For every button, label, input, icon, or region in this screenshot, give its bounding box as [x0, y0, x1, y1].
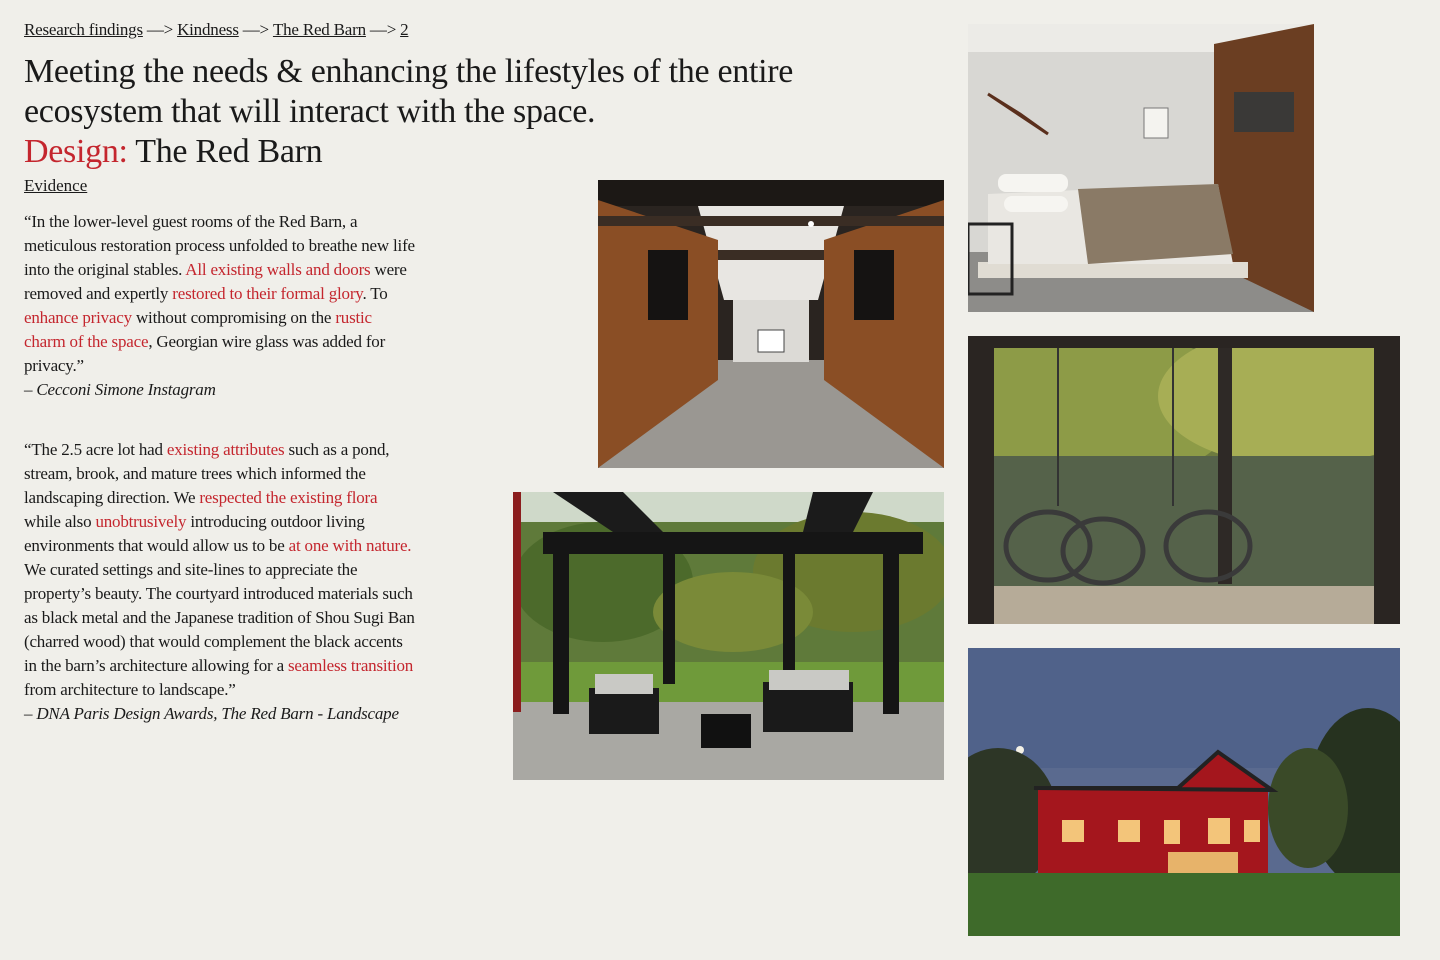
quote-text: . To: [362, 284, 388, 303]
evidence-link[interactable]: Evidence: [24, 176, 88, 195]
title-statement: Meeting the needs & enhancing the lifestyles of the entire ecosystem that will interact with the space.: [24, 53, 794, 130]
design-label: Design:: [24, 133, 128, 170]
page-title: [24, 52, 904, 172]
breadcrumb: [24, 20, 408, 40]
quote-text: from architecture to landscape.”: [24, 680, 236, 699]
photo-guest-bedroom: [968, 24, 1314, 312]
quote-highlight: rustic charm of the space: [24, 308, 372, 351]
design-name: The Red Barn: [135, 133, 323, 170]
photo-courtyard-pergola: [513, 492, 944, 780]
breadcrumb-link-research-findings[interactable]: Research findings: [24, 20, 143, 39]
quote-text: , Georgian wire glass was added for privacy.”: [24, 332, 386, 375]
quote-text: were removed and expertly: [24, 260, 407, 303]
breadcrumb-separator: —>: [146, 20, 174, 39]
photo-stable-hallway: [598, 180, 944, 468]
design-line: [24, 132, 904, 172]
quote-text: “The 2.5 acre lot had: [24, 440, 167, 459]
quote-source: – DNA Paris Design Awards, The Red Barn - Landscape: [24, 704, 399, 723]
quote-text: We curated settings and site-lines to appreciate the property’s beauty. The courtyard introduced materials such as black metal and the Japanese tradition of Shou Sugi Ban (charred wood) that would complement the black accents in the barn’s architecture allowing for a: [24, 560, 415, 675]
quote-text: while also: [24, 512, 96, 531]
quote-text: such as a pond, stream, brook, and mature trees which informed the landscaping direction. We: [24, 440, 390, 507]
quote-highlight: All existing walls and doors: [185, 260, 371, 279]
photo-swing-chairs-pond: [968, 336, 1400, 624]
quote-highlight: seamless transition: [287, 656, 414, 675]
quote-highlight: unobtrusively: [95, 512, 187, 531]
quote-highlight: respected the existing flora: [199, 488, 378, 507]
quote-highlight: at one with nature.: [288, 536, 412, 555]
breadcrumb-link-page-2[interactable]: 2: [400, 20, 409, 39]
quote-text: “In the lower-level guest rooms of the Red Barn, a meticulous restoration process unfolded to breathe new life into the original stables.: [24, 212, 415, 279]
quote-highlight: existing attributes: [166, 440, 285, 459]
photo-red-barn-exterior: [968, 648, 1400, 936]
quote-text: introducing outdoor living environments that would allow us to be: [24, 512, 365, 555]
quote-dna-paris: [24, 438, 416, 726]
quote-cecconi-simone: [24, 210, 416, 402]
quote-text: without compromising on the: [131, 308, 336, 327]
breadcrumb-link-kindness[interactable]: Kindness: [177, 20, 239, 39]
quote-highlight: restored to their formal glory: [172, 284, 363, 303]
breadcrumb-separator: —>: [242, 20, 269, 39]
breadcrumb-link-red-barn[interactable]: The Red Barn: [272, 20, 366, 39]
quote-source: – Cecconi Simone Instagram: [24, 380, 216, 399]
quote-highlight: enhance privacy: [24, 308, 132, 327]
breadcrumb-separator: —>: [369, 20, 397, 39]
